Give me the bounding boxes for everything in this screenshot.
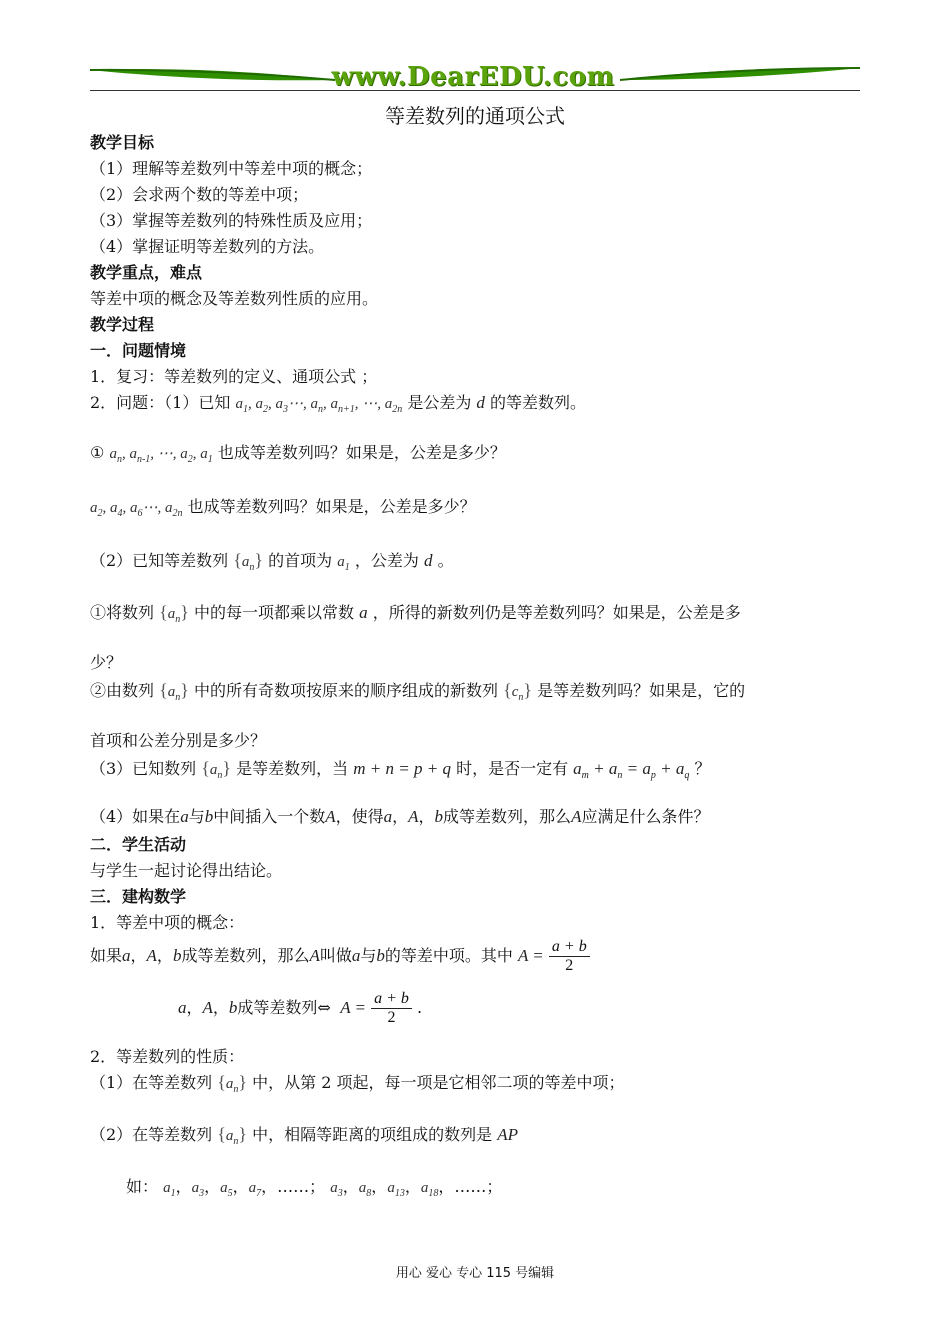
question-2a-mid: 中的每一项都乘以常数 xyxy=(193,603,354,622)
formula-an: $a_n$ xyxy=(241,554,255,573)
part-heading-problem: 一．问题情境 xyxy=(90,341,187,360)
header-rule xyxy=(90,90,860,91)
page-header xyxy=(90,60,860,94)
part-heading-activity: 二．学生活动 xyxy=(90,835,187,854)
formula-an: $a_n$ xyxy=(225,1128,239,1147)
case-1-text: 也成等差数列吗？如果是，公差是多少？ xyxy=(217,443,506,462)
question-1-suffix: 是公差为 xyxy=(407,393,472,412)
brand-logo-text: www.DearEDU.com xyxy=(331,62,615,92)
question-1-prefix: 2．问题：（1）已知 xyxy=(90,393,231,412)
question-3-line: （3）已知数列 $\{a_n\}$ 是等差数列，当 m + n = p + q 时，是否一定有 $a_m + a_n = a_p + a_q$ ？ xyxy=(90,758,711,781)
question-2b-prefix: ②由数列 xyxy=(90,681,155,700)
page-footer: 用心 爱心 专心 115 号编辑 xyxy=(395,1266,555,1281)
goal-item: （4）掌握证明等差数列的方法。 xyxy=(90,237,325,256)
keypoints-text: 等差中项的概念及等差数列性质的应用。 xyxy=(90,289,379,308)
question-1-case-2 xyxy=(90,494,476,519)
formula-reverse-seq: $a_n$, $a_{n-1}$, ⋯, $a_2$, $a_1$ xyxy=(109,446,213,465)
activity-text: 与学生一起讨论得出结论。 xyxy=(90,861,283,880)
document-title: 等差数列的通项公式 xyxy=(385,104,565,128)
subheading-midterm: 1．等差中项的概念： xyxy=(90,913,245,932)
formula-A-equals: A = xyxy=(517,946,544,965)
section-heading-process: 教学过程 xyxy=(90,315,155,334)
review-line: 1．复习：等差数列的定义、通项公式 ； xyxy=(90,367,378,386)
question-2-mid2: ，公差为 xyxy=(354,551,419,570)
formula-sum-identity: $a_m + a_n = a_p + a_q$ xyxy=(573,759,690,781)
question-2-mid: 的首项为 xyxy=(268,551,333,570)
formula-fraction: $\frac{a + b}{2}$ xyxy=(549,938,590,975)
formula-ap: AP xyxy=(497,1125,519,1144)
goal-item: （2）会求两个数的等差中项； xyxy=(90,185,309,204)
section-heading-keypoints: 教学重点，难点 xyxy=(90,263,203,282)
formula-fraction: $\frac{a + b}{2}$ xyxy=(371,990,412,1027)
question-3-prefix: （3）已知数列 xyxy=(90,759,197,778)
formula-a: a xyxy=(359,603,368,622)
formula-d: d xyxy=(423,551,433,570)
question-1-case-1 xyxy=(90,440,506,465)
question-2b-end: 是等差数列吗？如果是，它的 xyxy=(537,681,746,700)
formula-A-equals: A = xyxy=(335,998,366,1017)
formula-an: $a_n$ xyxy=(167,684,181,703)
formula-a1: $a_1$ xyxy=(337,554,350,573)
formula-sequence: $a_1$, $a_2$, $a_3\cdots$, $a_n$, $a_{n+1}$, ⋯, $a_{2n}$ xyxy=(235,396,403,415)
question-3-mid2: 时，是否一定有 xyxy=(456,759,569,778)
question-4-line: （4）如果在a与b中间插入一个数A，使得a，A，b成等差数列，那么A应满足什么条件？ xyxy=(90,807,710,826)
question-2b-mid: 中的所有奇数项按原来的顺序组成的新数列 xyxy=(193,681,498,700)
part-heading-construct: 三．建构数学 xyxy=(90,887,187,906)
question-2a-end: ，所得的新数列仍是等差数列吗？如果是，公差是多 xyxy=(372,603,741,622)
question-2a-wrap: 少？ xyxy=(90,653,123,672)
property-1-line: （1）在等差数列 $\{a_n\}$ 中，从第 2 项起，每一项是它相邻二项的等差中项； xyxy=(90,1072,625,1095)
formula-d: d xyxy=(476,393,485,412)
question-2-prefix: （2）已知等差数列 xyxy=(90,551,229,570)
section-heading-goals: 教学目标 xyxy=(90,133,155,152)
question-2a-prefix: ①将数列 xyxy=(90,603,155,622)
formula-mnpq: m + n = p + q xyxy=(353,759,451,778)
question-3-end: ？ xyxy=(694,759,711,778)
formula-an: $a_n$ xyxy=(225,1076,239,1095)
formula-an: $a_n$ xyxy=(209,762,223,781)
question-2-end: 。 xyxy=(437,551,454,570)
goal-item: （3）掌握等差数列的特殊性质及应用； xyxy=(90,211,373,230)
question-3-mid: 是等差数列，当 xyxy=(236,759,349,778)
equivalence-line: a，A，b成等差数列⇔ A = $\frac{a + b}{2}$ . xyxy=(178,990,423,1026)
question-2b-line: ②由数列 $\{a_n\}$ 中的所有奇数项按原来的顺序组成的新数列 $\{c_n\}$ 是等差数列吗？如果是，它的 xyxy=(90,680,746,703)
case-2-text: 也成等差数列吗？如果是，公差是多少？ xyxy=(187,497,476,516)
formula-even-seq: $a_2$, $a_4$, $a_6\cdots$, $a_{2n}$ xyxy=(90,500,183,519)
question-2-line: （2）已知等差数列 $\{a_n\}$ 的首项为 $a_1$ ，公差为 d 。 xyxy=(90,550,454,573)
goal-item: （1）理解等差数列中等差中项的概念； xyxy=(90,159,373,178)
formula-cn: $c_n$ xyxy=(511,684,524,703)
subheading-properties: 2．等差数列的性质： xyxy=(90,1047,245,1066)
example-line: 如： $a_1$，$a_3$，$a_5$，$a_7$，……； $a_3$，$a_8$，$a_{13}$，$a_{18}$，……； xyxy=(126,1177,503,1199)
definition-line: 如果a，A，b成等差数列，那么A叫做a与b的等差中项。其中 A = $\frac{a + b}{2}$ xyxy=(90,938,590,975)
question-2b-wrap: 首项和公差分别是多少？ xyxy=(90,731,267,750)
property-2-line: （2）在等差数列 $\{a_n\}$ 中，相隔等距离的项组成的数列是 AP xyxy=(90,1124,519,1147)
circled-one: ① xyxy=(90,443,105,462)
question-1-end: 的等差数列。 xyxy=(490,393,587,412)
formula-an: $a_n$ xyxy=(167,606,181,625)
question-1-line xyxy=(90,390,586,415)
question-2a-line: ①将数列 $\{a_n\}$ 中的每一项都乘以常数 a ，所得的新数列仍是等差数列吗？如果是，公差是多 xyxy=(90,602,741,625)
